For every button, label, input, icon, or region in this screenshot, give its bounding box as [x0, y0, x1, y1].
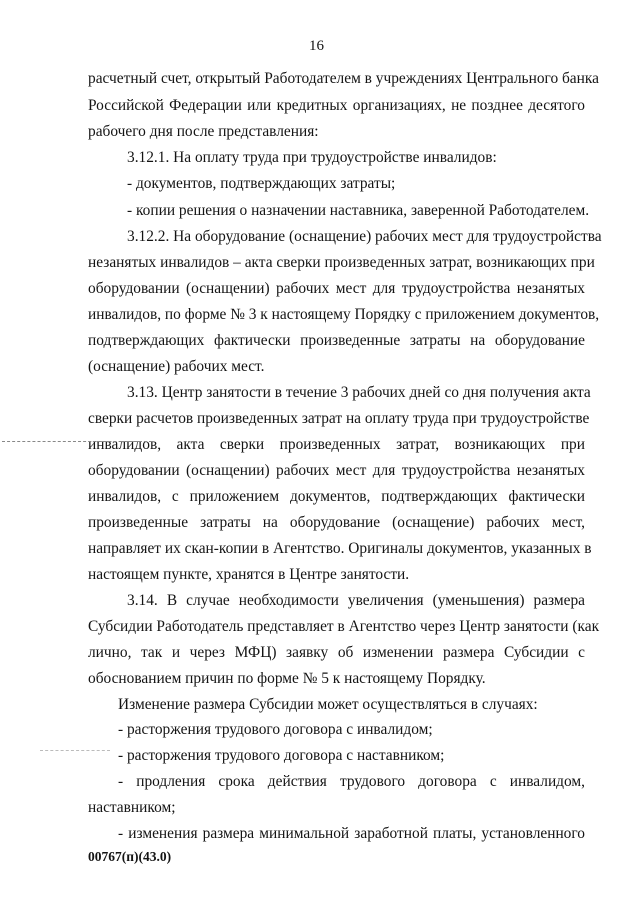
text-line: инвалидов, по форме № 3 к настоящему Порядку с приложением документов,	[88, 306, 600, 323]
text-line: рабочего дня после представления:	[88, 123, 319, 140]
text-line: 3.12.2. На оборудование (оснащение) рабочих мест для трудоустройства	[127, 228, 602, 245]
text-line: 3.13. Центр занятости в течение 3 рабочих дней со дня получения акта	[127, 384, 591, 401]
text-line: - расторжения трудового договора с инвалидом;	[118, 721, 433, 738]
text-line: произведенные затраты на оборудование (оснащение) рабочих мест,	[88, 514, 585, 531]
text-line: Изменение размера Субсидии может осуществляться в случаях:	[118, 696, 538, 713]
text-line: 3.14. В случае необходимости увеличения (уменьшения) размера	[127, 592, 585, 609]
text-line: настоящем пункте, хранятся в Центре занятости.	[88, 566, 410, 583]
text-line: оборудовании (оснащении) рабочих мест для трудоустройства незанятых	[88, 462, 585, 479]
text-line: наставником;	[88, 799, 176, 816]
text-line: расчетный счет, открытый Работодателем в учреждениях Центрального банка	[88, 70, 599, 87]
text-line: обоснованием причин по форме № 5 к настоящему Порядку.	[88, 670, 486, 687]
scan-artifact-line	[2, 441, 152, 442]
text-line: подтверждающих фактически произведенные затраты на оборудование	[88, 332, 585, 349]
text-line: Российской Федерации или кредитных организациях, не позднее десятого	[88, 97, 585, 114]
text-line: - изменения размера минимальной заработной платы, установленного	[118, 825, 585, 842]
text-line: - расторжения трудового договора с наставником;	[118, 747, 445, 764]
text-line: 3.12.1. На оплату труда при трудоустройстве инвалидов:	[127, 149, 497, 166]
text-line: инвалидов, акта сверки произведенных затрат, возникающих при	[88, 436, 585, 453]
text-line: инвалидов, с приложением документов, подтверждающих фактически	[88, 488, 585, 505]
document-code: 00767(п)(43.0)	[88, 849, 172, 864]
text-line: - копии решения о назначении наставника, заверенной Работодателем.	[127, 202, 590, 219]
text-line: лично, так и через МФЦ) заявку об изменении размера Субсидии с	[88, 644, 585, 661]
scan-artifact-line	[40, 750, 110, 751]
text-line: оборудовании (оснащении) рабочих мест для трудоустройства незанятых	[88, 280, 585, 297]
text-line: Субсидии Работодатель представляет в Агентство через Центр занятости (как	[88, 618, 600, 635]
text-line: - документов, подтверждающих затраты;	[127, 175, 396, 192]
text-line: (оснащение) рабочих мест.	[88, 358, 265, 375]
text-line: направляет их скан-копии в Агентство. Оригиналы документов, указанных в	[88, 540, 592, 557]
text-line: сверки расчетов произведенных затрат на оплату труда при трудоустройстве	[88, 410, 590, 427]
page-number: 16	[309, 38, 324, 54]
text-line: - продления срока действия трудового договора с инвалидом,	[118, 773, 585, 790]
text-line: незанятых инвалидов – акта сверки произведенных затрат, возникающих при	[88, 254, 595, 271]
